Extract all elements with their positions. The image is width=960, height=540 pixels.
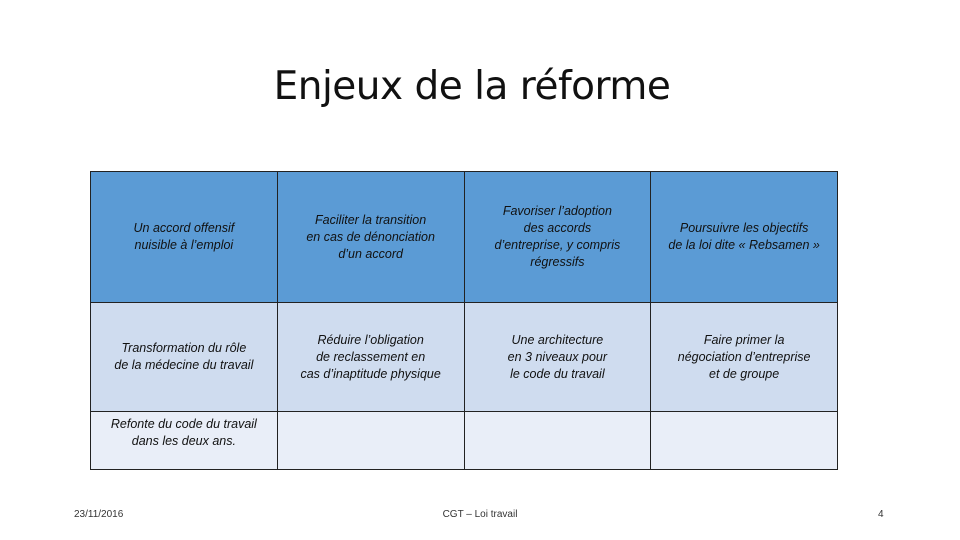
cell-text: Transformation du rôle de la médecine du travail — [114, 341, 254, 372]
table-cell — [91, 172, 278, 303]
footer-date: 23/11/2016 — [74, 509, 124, 520]
table-cell — [651, 172, 838, 303]
cell-text: Un accord offensif nuisible à l’emploi — [133, 221, 235, 252]
page-number: 4 — [878, 509, 884, 520]
table-cell — [464, 172, 651, 303]
table-cell — [464, 303, 651, 412]
cell-text: Une architecture en 3 niveaux pour le code du travail — [507, 332, 608, 381]
cell-text: Réduire l’obligation de reclassement en cas d’inaptitude physique — [300, 332, 441, 381]
table-cell — [91, 412, 278, 470]
cell-text: Favoriser l’adoption des accords d’entreprise, y compris régressifs — [494, 204, 621, 269]
table-cell — [464, 412, 651, 470]
table-row — [91, 172, 838, 303]
issues-table — [90, 171, 838, 470]
table-row — [91, 303, 838, 412]
cell-text: Faciliter la transition en cas de dénonciation d’un accord — [306, 212, 435, 261]
table-row — [91, 412, 838, 470]
table-cell — [651, 412, 838, 470]
table-cell — [277, 172, 464, 303]
cell-text: Poursuivre les objectifs de la loi dite « Rebsamen » — [668, 221, 820, 252]
footer-title: CGT – Loi travail — [442, 509, 518, 520]
table-cell — [277, 303, 464, 412]
table-cell — [277, 412, 464, 470]
cell-text: Refonte du code du travail dans les deux ans. — [110, 417, 257, 448]
cell-text: Faire primer la négociation d’entreprise et de groupe — [677, 332, 811, 381]
table-cell — [91, 303, 278, 412]
table-cell — [651, 303, 838, 412]
slide-title: Enjeux de la réforme — [273, 64, 671, 109]
